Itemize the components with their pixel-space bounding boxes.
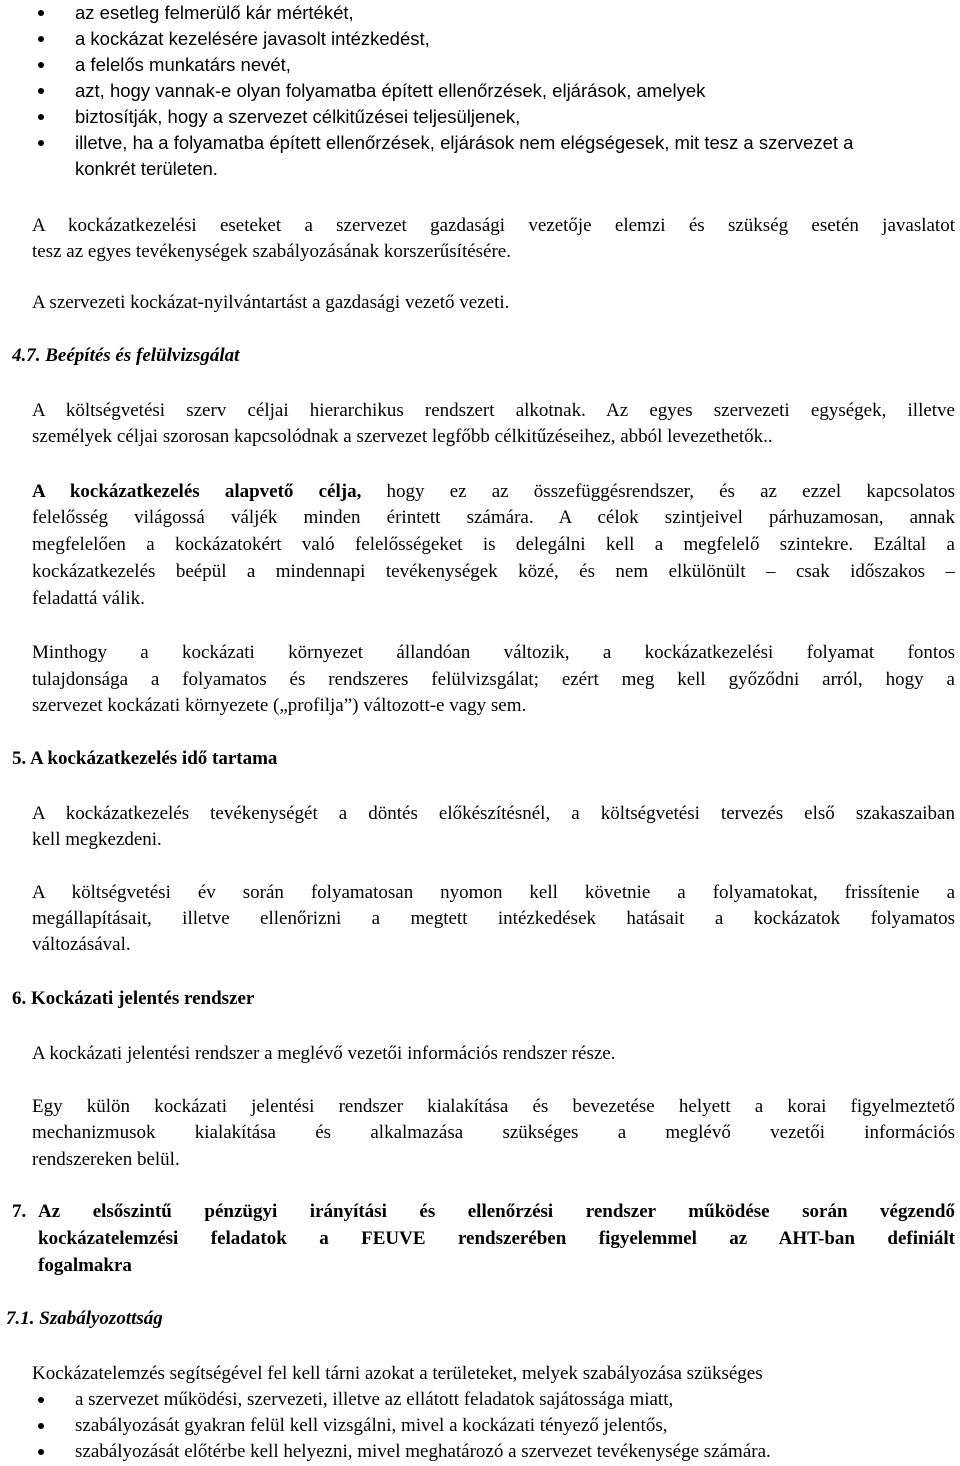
paragraph-line: tesz az egyes tevékenységek szabályozásának korszerűsítésére. (32, 241, 511, 262)
section-heading-line: kockázatelemzési feladatok a FEUVE rendszerében figyelemmel az AHT-ban definiált (38, 1228, 955, 1249)
paragraph-line: A kockázatkezelés tevékenységét a döntés előkészítésnél, a költségvetési tervezés első szakaszaiban (32, 803, 955, 824)
list-item: szabályozását előtérbe kell helyezni, mivel meghatározó a szervezet tevékenysége számára. (75, 1441, 771, 1462)
bullet-dot (38, 36, 44, 42)
bullet-dot (38, 10, 44, 16)
bullet-dot (38, 140, 44, 146)
list-item: azt, hogy vannak-e olyan folyamatba épített ellenőrzések, eljárások, amelyek (75, 80, 706, 101)
section-heading: 4.7. Beépítés és felülvizsgálat (12, 345, 240, 366)
paragraph-line: feladattá válik. (32, 588, 145, 609)
paragraph-line: A kockázatkezelési eseteket a szervezet gazdasági vezetője elemzi és szükség esetén javaslatot (32, 215, 955, 236)
section-heading: 7.1. Szabályozottság (6, 1308, 163, 1329)
section-heading-line: Az elsőszintű pénzügyi irányítási és ellenőrzési rendszer működése során végzendő (38, 1201, 955, 1222)
section-heading: 5. A kockázatkezelés idő tartama (12, 748, 278, 769)
section-heading: 6. Kockázati jelentés rendszer (12, 988, 255, 1009)
paragraph-line: megfelelően a kockázatokért való felelősségeket is delegálni kell a megfelelő szintekre. Ezáltal a (32, 534, 955, 555)
list-item: a kockázat kezelésére javasolt intézkedést, (75, 28, 430, 49)
list-item: biztosítják, hogy a szervezet célkitűzései teljesüljenek, (75, 106, 521, 127)
list-item: a szervezet működési, szervezeti, illetve az ellátott feladatok sajátossága miatt, (75, 1389, 674, 1410)
list-item: szabályozását gyakran felül kell vizsgálni, mivel a kockázati tényező jelentős, (75, 1415, 668, 1436)
paragraph-line: rendszereken belül. (32, 1149, 180, 1170)
paragraph: A szervezeti kockázat-nyilvántartást a gazdasági vezető vezeti. (32, 292, 510, 313)
paragraph-line: változásával. (32, 934, 131, 955)
list-item: illetve, ha a folyamatba épített ellenőrzések, eljárások nem elégségesek, mit tesz a szervezet a (75, 132, 854, 153)
paragraph-line (32, 479, 955, 505)
paragraph-line: A költségvetési év során folyamatosan nyomon kell követnie a folyamatokat, frissítenie a (32, 882, 955, 903)
paragraph-line: Egy külön kockázati jelentési rendszer kialakítása és bevezetése helyett a korai figyelmeztető (32, 1096, 955, 1117)
bullet-dot (38, 1423, 44, 1429)
list-item-continuation: konkrét területen. (75, 158, 218, 179)
section-heading-number: 7. (12, 1201, 27, 1222)
paragraph: Kockázatelemzés segítségével fel kell tárni azokat a területeket, melyek szabályozása szükséges (32, 1363, 763, 1384)
text-run: hogy ez az összefüggésrendszer, és az ezzel kapcsolatos (386, 481, 956, 502)
bullet-dot (38, 1449, 44, 1455)
list-item: a felelős munkatárs nevét, (75, 54, 291, 75)
paragraph-line: Minthogy a kockázati környezet állandóan változik, a kockázatkezelési folyamat fontos (32, 642, 955, 663)
bullet-dot (38, 62, 44, 68)
paragraph-line: kell megkezdeni. (32, 829, 162, 850)
paragraph-line: mechanizmusok kialakítása és alkalmazása szükséges a meglévő vezetői információs (32, 1122, 955, 1143)
paragraph-line: kockázatkezelés beépül a mindennapi tevékenységek közé, és nem elkülönült – csak időszakos – (32, 561, 955, 582)
paragraph: A kockázati jelentési rendszer a meglévő vezetői információs rendszer része. (32, 1043, 616, 1064)
list-item: az esetleg felmerülő kár mértékét, (75, 2, 354, 23)
paragraph-line: megállapításait, illetve ellenőrizni a megtett intézkedések hatásait a kockázatok folyamatos (32, 908, 955, 929)
paragraph-line: felelősség világossá váljék minden érintett számára. A célok szintjeivel párhuzamosan, annak (32, 507, 955, 528)
bullet-dot (38, 1397, 44, 1403)
paragraph-line: szervezet kockázati környezete („profilja”) változott-e vagy sem. (32, 695, 527, 716)
bullet-dot (38, 88, 44, 94)
bullet-dot (38, 114, 44, 120)
paragraph-line: tulajdonsága a folyamatos és rendszeres felülvizsgálat; ezért meg kell győződni arról, hogy a (32, 669, 955, 690)
section-heading-line: fogalmakra (38, 1255, 132, 1276)
paragraph-line: A költségvetési szerv céljai hierarchikus rendszert alkotnak. Az egyes szervezeti egységek, illetve (32, 400, 955, 421)
paragraph-line: személyek céljai szorosan kapcsolódnak a szervezet legfőbb célkitűzéseihez, abból levezethetők.. (32, 426, 773, 447)
bold-phrase: A kockázatkezelés alapvető célja, (32, 481, 362, 502)
